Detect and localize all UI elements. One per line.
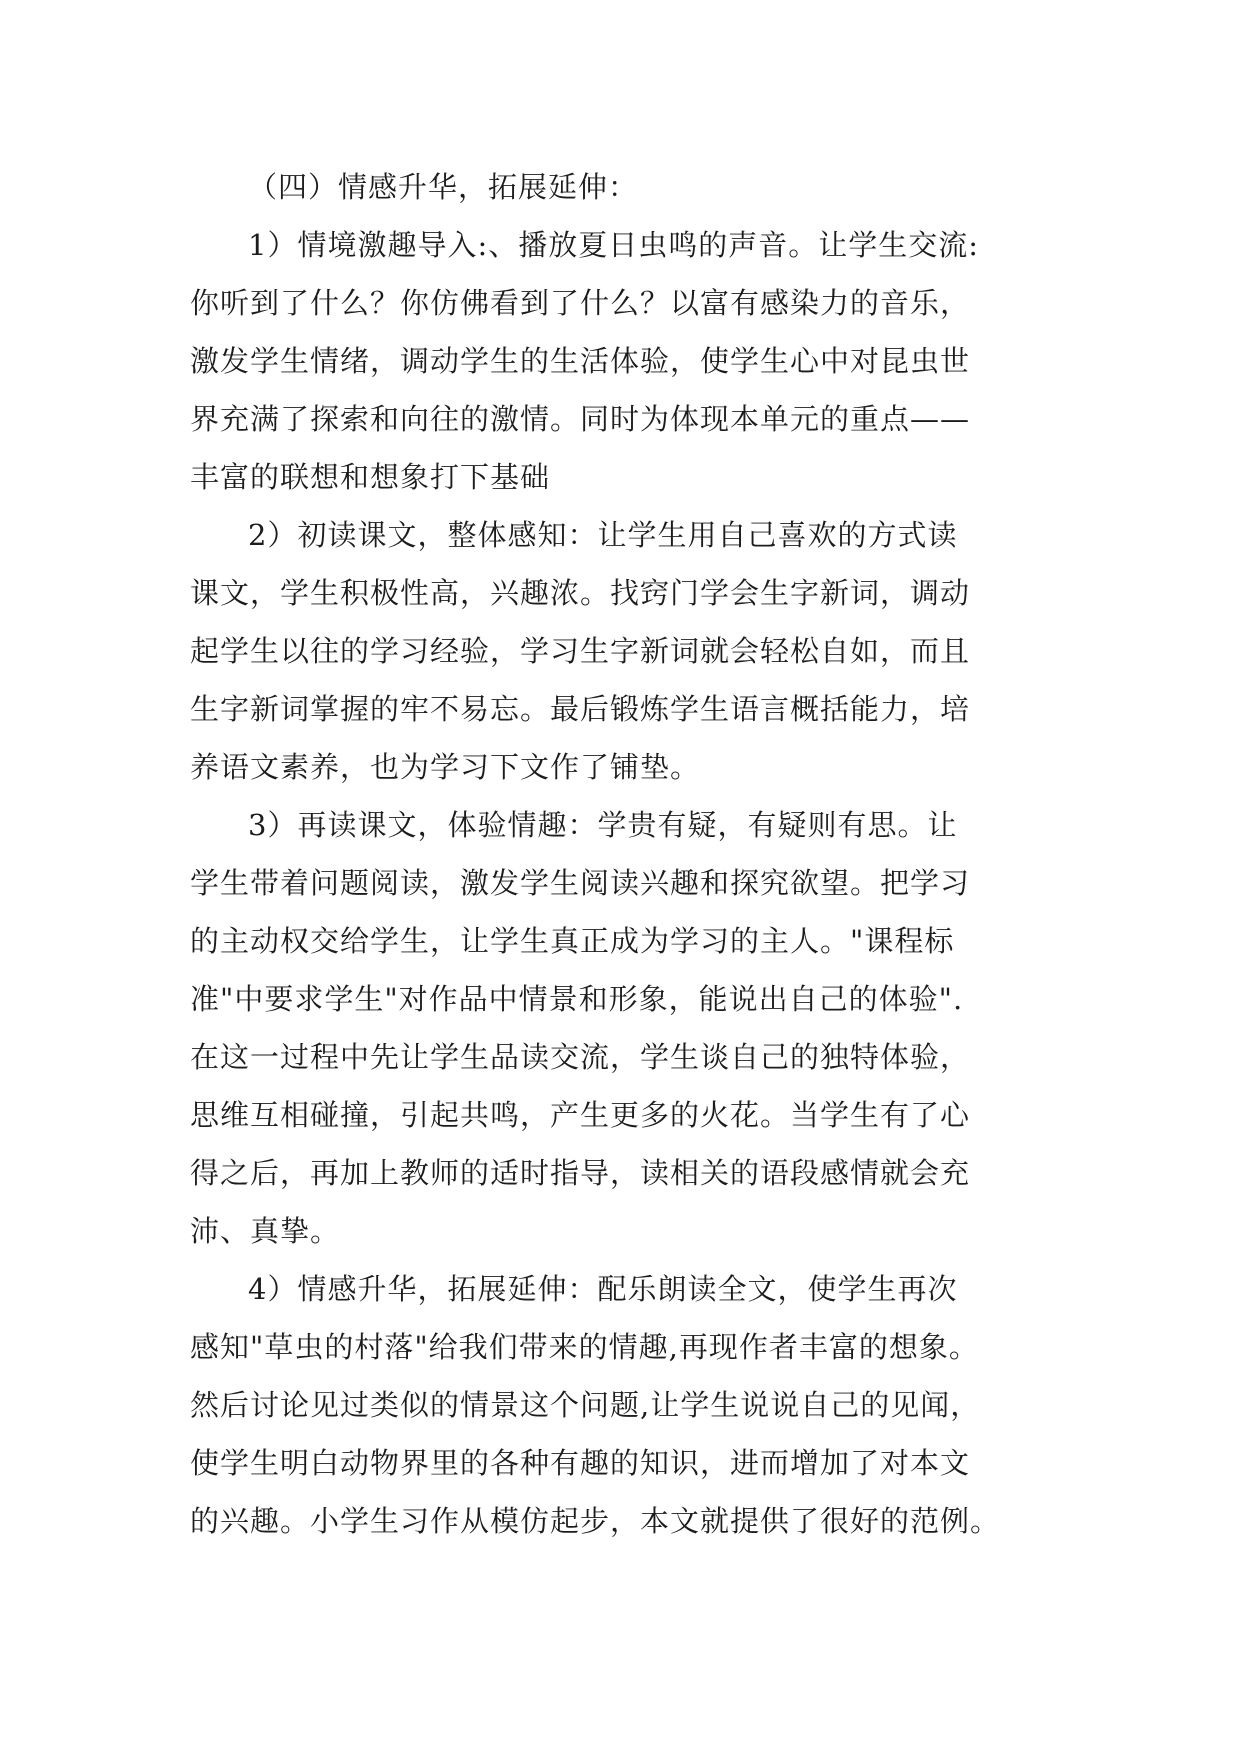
paragraph-line: 生字新词掌握的牢不易忘。最后锻炼学生语言概括能力，培: [190, 692, 971, 726]
paragraph-line: 4）情感升华，拓展延伸：配乐朗读全文，使学生再次: [248, 1272, 958, 1306]
document-body: [190, 158, 1070, 1550]
paragraph-line: 课文，学生积极性高，兴趣浓。找窍门学会生字新词，调动: [190, 576, 971, 610]
paragraph-line: 得之后，再加上教师的适时指导，读相关的语段感情就会充: [190, 1156, 971, 1190]
paragraph-line: 2）初读课文，整体感知：让学生用自己喜欢的方式读: [248, 518, 958, 552]
paragraph-1: [190, 216, 1070, 506]
paragraph-line: 的兴趣。小学生习作从模仿起步，本文就提供了很好的范例。: [190, 1504, 1001, 1538]
paragraph-line: 准"中要求学生"对作品中情景和形象，能说出自己的体验".: [190, 982, 964, 1016]
paragraph-line: 沛、真挚。: [190, 1214, 341, 1248]
paragraph-line: 的主动权交给学生，让学生真正成为学习的主人。"课程标: [190, 924, 955, 958]
paragraph-line: 养语文素养，也为学习下文作了铺垫。: [190, 750, 701, 784]
paragraph-line: 丰富的联想和想象打下基础: [190, 460, 551, 494]
paragraph-line: 学生带着问题阅读，激发学生阅读兴趣和探究欲望。把学习: [190, 866, 971, 900]
paragraph-line: 然后讨论见过类似的情景这个问题,让学生说说自己的见闻，: [190, 1388, 981, 1422]
paragraph-line: 感知"草虫的村落"给我们带来的情趣,再现作者丰富的想象。: [190, 1330, 979, 1364]
paragraph-line: 激发学生情绪，调动学生的生活体验，使学生心中对昆虫世: [190, 344, 971, 378]
section-heading: （四）情感升华，拓展延伸：: [248, 170, 639, 204]
paragraph-line: 使学生明白动物界里的各种有趣的知识，进而增加了对本文: [190, 1446, 971, 1480]
paragraph-line: 3）再读课文，体验情趣：学贵有疑，有疑则有思。让: [248, 808, 958, 842]
paragraph-line: 起学生以往的学习经验，学习生字新词就会轻松自如，而且: [190, 634, 971, 668]
paragraph-line: 思维互相碰撞，引起共鸣，产生更多的火花。当学生有了心: [190, 1098, 971, 1132]
paragraph-4: [190, 1260, 1070, 1550]
paragraph-line: 1）情境激趣导入:、播放夏日虫鸣的声音。让学生交流:: [248, 228, 979, 262]
paragraph-line: 在这一过程中先让学生品读交流，学生谈自己的独特体验，: [190, 1040, 971, 1074]
paragraph-2: [190, 506, 1070, 796]
paragraph-line: 你听到了什么？你仿佛看到了什么？以富有感染力的音乐，: [190, 286, 971, 320]
paragraph-line: 界充满了探索和向往的激情。同时为体现本单元的重点——: [190, 402, 971, 436]
paragraph-3: [190, 796, 1070, 1260]
